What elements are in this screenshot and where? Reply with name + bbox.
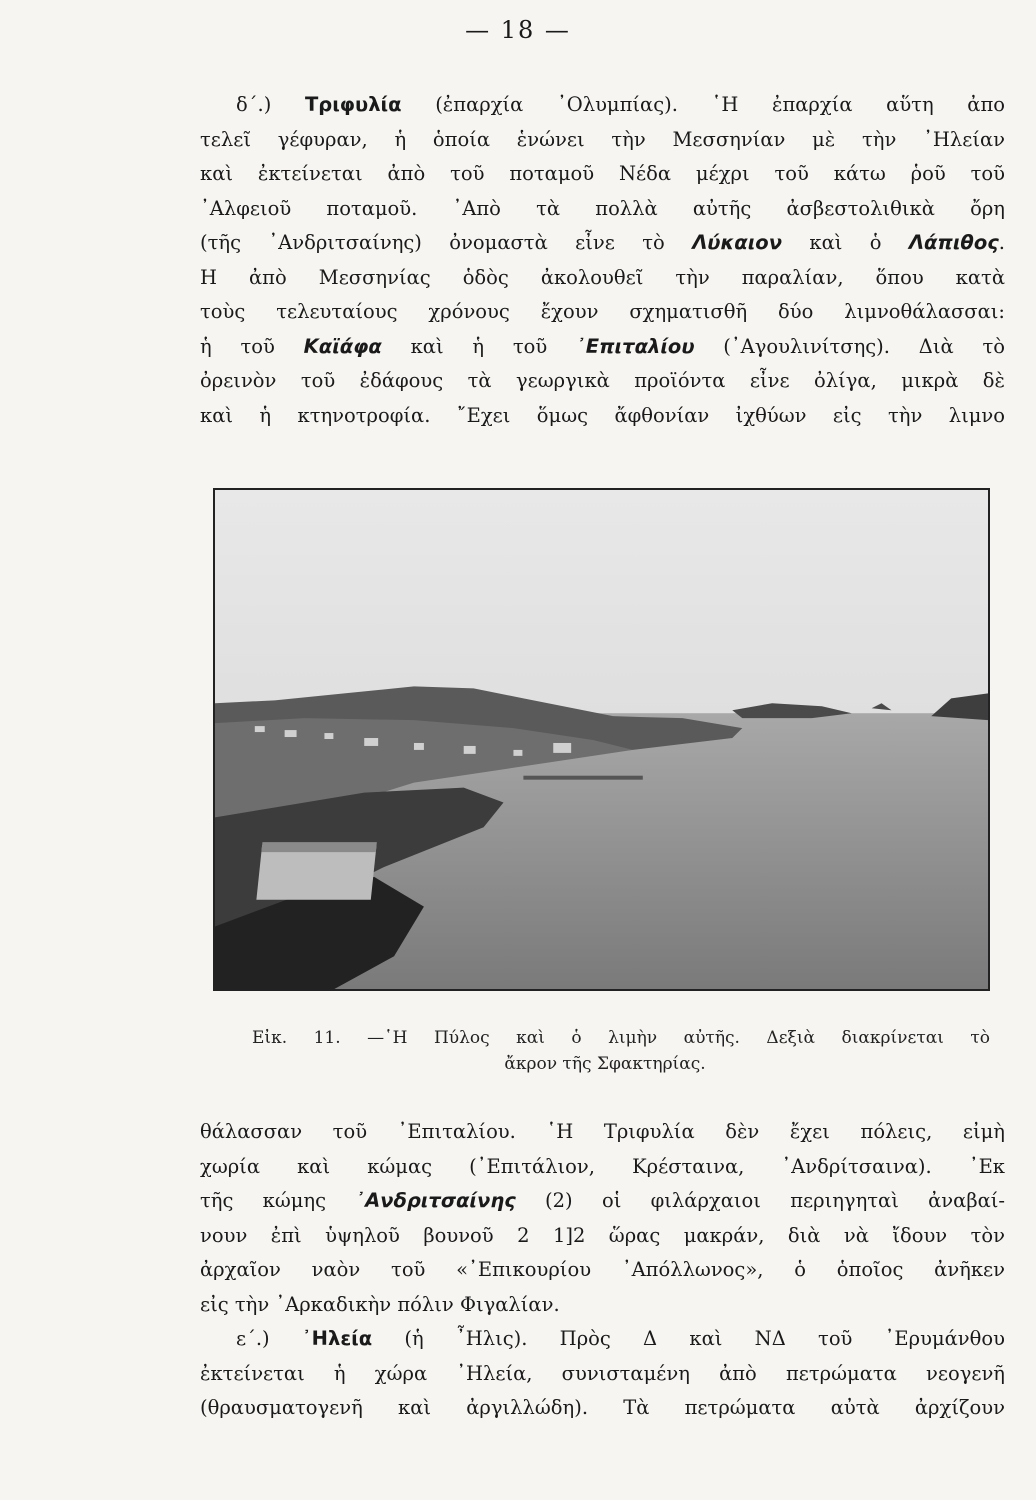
heading-trifylia: Τριφυλία [304, 93, 402, 116]
harbor-photo-illustration [215, 490, 988, 989]
text-line: ᾿Αλφειοῦ ποταμοῦ. ᾿Απὸ τὰ πολλὰ αὐτῆς ἀσβεστολιθικὰ ὄρη [200, 196, 1005, 220]
text-line: τελεῖ γέφυραν, ἡ ὁποία ἑνώνει τὴν Μεσσηνίαν μὲ τὴν ᾿Ηλείαν [200, 127, 1005, 151]
text-line: ὀρεινὸν τοῦ ἐδάφους τὰ γεωργικὰ προϊόντα εἶνε ὀλίγα, μικρὰ δὲ [200, 369, 1005, 392]
text-line: καὶ ἐκτείνεται ἀπὸ τοῦ ποταμοῦ Νέδα μέχρι τοῦ κάτω ῥοῦ τοῦ [200, 162, 1005, 185]
paragraph-trifylia-continued [200, 1115, 1005, 1426]
caption-line-1: Εἰκ. 11. —῾Η Πύλος καὶ ὁ λιμὴν αὐτῆς. Δεξιὰ διακρίνεται τὸ [252, 1028, 990, 1048]
term-andritsainis: ᾿Ανδριτσαίνης [355, 1189, 516, 1212]
term-lykaion: Λύκαιον [692, 231, 782, 254]
term-lapithos: Λάπιθος [908, 231, 999, 254]
heading-ileia: ᾿Ηλεία [301, 1327, 373, 1350]
text-line: νουν ἐπὶ ὑψηλοῦ βουνοῦ 2 1]2 ὥρας μακράν, διὰ νὰ ἴδουν τὸν [200, 1223, 1005, 1247]
text-line: (τῆς ᾿Ανδριτσαίνης) ὀνομαστὰ εἶνε τὸ Λύκαιον καὶ ὁ Λάπιθος. [200, 231, 1005, 254]
term-epitaliou: ᾿Επιταλίου [576, 334, 695, 358]
paragraph-trifylia [200, 88, 1005, 433]
photo-pylos-harbor [213, 488, 990, 991]
text-line: Η ἀπὸ Μεσσηνίας ὁδὸς ἀκολουθεῖ τὴν παραλίαν, ὅπου κατὰ [200, 265, 1005, 289]
text-line: ε΄.) ᾿Ηλεία (ἡ ῏Ηλις). Πρὸς Δ καὶ ΝΔ τοῦ ᾿Ερυμάνθου [236, 1327, 1005, 1350]
text-line: τῆς κώμης ᾿Ανδριτσαίνης (2) οἱ φιλάρχαιοι περιηγηταὶ ἀναβαί- [200, 1189, 1006, 1212]
text-line: χωρία καὶ κώμας (᾿Επιτάλιον, Κρέσταινα, ᾿Ανδρίτσαινα). ᾿Εκ [200, 1154, 1005, 1178]
figure-caption [220, 1025, 990, 1077]
text-line: ἡ τοῦ Καϊάφα καὶ ἡ τοῦ ᾿Επιταλίου (᾿Αγουλινίτσης). Διὰ τὸ [200, 334, 1005, 358]
term-kaiafa: Καϊάφα [303, 334, 382, 358]
text-line: τοὺς τελευταίους χρόνους ἔχουν σχηματισθῆ δύο λιμνοθάλασσαι: [200, 300, 1005, 323]
page-number: — 18 — [465, 16, 571, 44]
text-line: δ΄.) Τριφυλία (ἐπαρχία ᾿Ολυμπίας). ῾Η ἐπαρχία αὕτη ἀπο [236, 93, 1005, 116]
text-line: θάλασσαν τοῦ ᾿Επιταλίου. ῾Η Τριφυλία δὲν ἔχει πόλεις, εἰμὴ [200, 1120, 1005, 1143]
text-line: καὶ ἡ κτηνοτροφία. ῎Εχει ὅμως ἄφθονίαν ἰχθύων εἰς τὴν λιμνο [200, 403, 1005, 427]
text-line: ἀρχαῖον ναὸν τοῦ «᾿Επικουρίου ᾿Απόλλωνος», ὁ ὁποῖος ἀνῆκεν [200, 1258, 1005, 1281]
text-line: (θραυσματογενῆ καὶ ἀργιλλώδη). Τὰ πετρώματα αὐτὰ ἀρχίζουν [200, 1396, 1005, 1419]
caption-line-2: ἄκρον τῆς Σφακτηρίας. [504, 1054, 706, 1074]
text-line: εἰς τὴν ᾿Αρκαδικὴν πόλιν Φιγαλίαν. [200, 1292, 560, 1316]
text-line: ἐκτείνεται ἡ χώρα ᾿Ηλεία, συνισταμένη ἀπὸ πετρώματα νεογενῆ [200, 1361, 1005, 1385]
